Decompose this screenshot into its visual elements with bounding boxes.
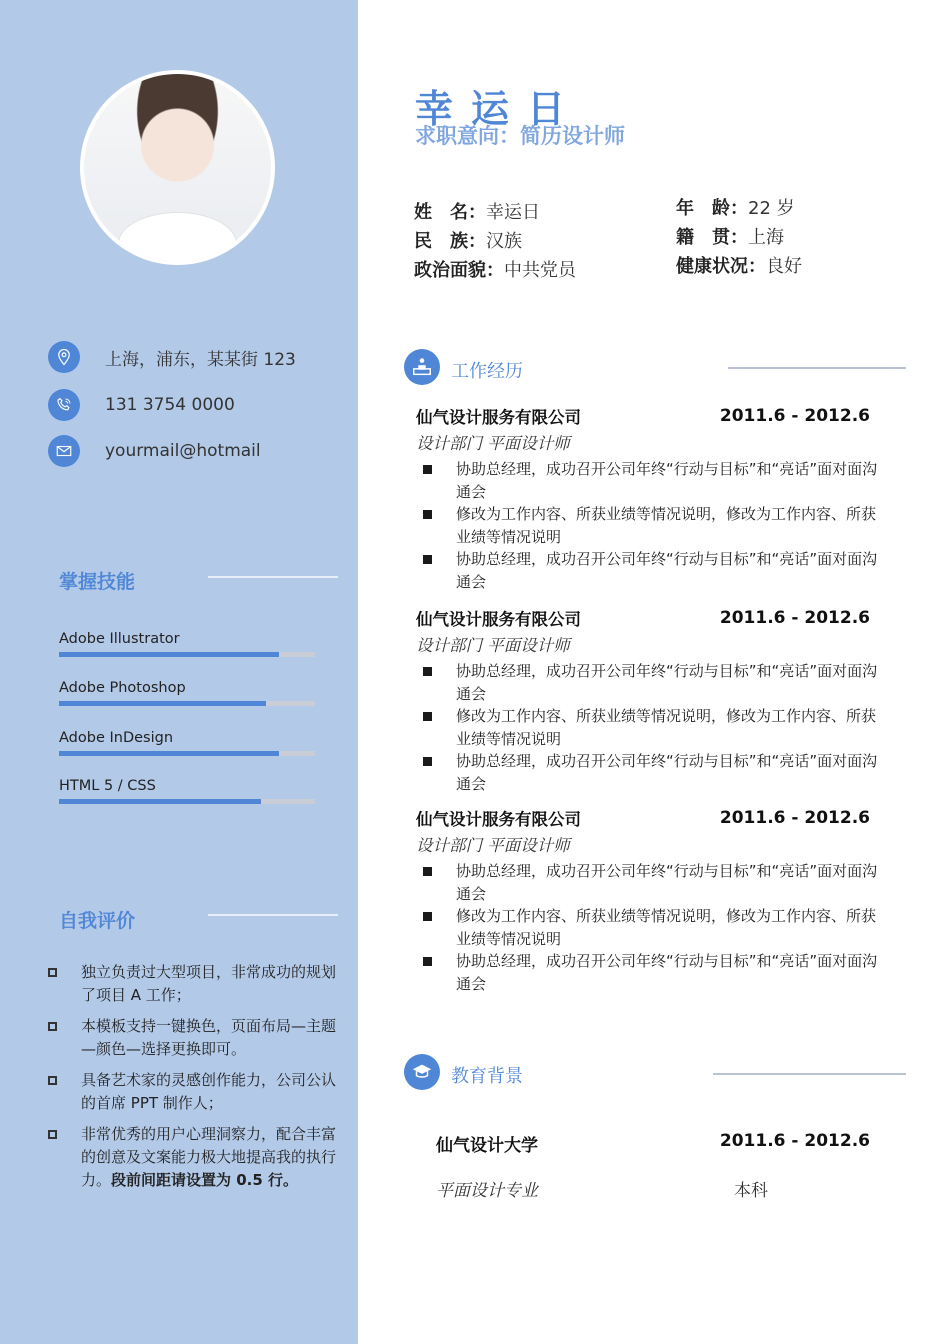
evaluation-text: 独立负责过大型项目，非常成功的规划了项目 A 工作；	[81, 963, 337, 1004]
education-school-row	[436, 1131, 886, 1156]
job-company: 仙气设计服务有限公司	[416, 610, 581, 629]
skill-bar-track	[59, 751, 315, 756]
skill-name: Adobe InDesign	[59, 730, 174, 746]
job-header	[416, 804, 886, 832]
evaluation-item	[48, 1123, 343, 1192]
contact-email-row	[48, 434, 261, 468]
job-bullet: 修改为工作内容、所获业绩等情况说明，修改为工作内容、所获业绩等情况说明	[416, 905, 881, 950]
evaluation-text: 本模板支持一键换色，页面布局—主题—颜色—选择更换即可。	[81, 1017, 337, 1058]
info-row-name: 姓 名：幸运日	[414, 202, 540, 223]
job-entry	[416, 604, 886, 795]
job-role: 设计部门 平面设计师	[416, 636, 570, 655]
skill-bar-fill	[59, 751, 279, 756]
job-bullet: 协助总经理，成功召开公司年终“行动与目标”和“亮话”面对面沟通会	[416, 548, 881, 593]
sidebar	[0, 0, 358, 1344]
profile-photo	[84, 74, 271, 261]
education-heading-rule	[713, 1073, 906, 1075]
skills-heading: 掌握技能	[59, 571, 136, 593]
job-bullets	[416, 458, 886, 593]
photo-shoulders	[118, 212, 238, 261]
job-bullet: 协助总经理，成功召开公司年终“行动与目标”和“亮话”面对面沟通会	[416, 950, 881, 995]
education-school: 仙气设计大学	[436, 1136, 538, 1156]
job-company: 仙气设计服务有限公司	[416, 408, 581, 427]
contact-address: 上海，浦东，某某街 123	[105, 349, 296, 370]
job-bullet: 修改为工作内容、所获业绩等情况说明，修改为工作内容、所获业绩等情况说明	[416, 705, 881, 750]
mail-icon	[48, 435, 80, 467]
job-intent: 求职意向：简历设计师	[415, 124, 625, 148]
info-row-origin: 籍 贯：上海	[676, 227, 784, 248]
evaluation-item	[48, 1069, 343, 1115]
job-bullets	[416, 660, 886, 795]
skill-item	[59, 729, 315, 756]
job-role: 设计部门 平面设计师	[416, 434, 570, 453]
skill-bar-fill	[59, 799, 261, 804]
contact-phone: 131 3754 0000	[105, 395, 235, 415]
job-role: 设计部门 平面设计师	[416, 836, 570, 855]
candidate-name: 幸运日	[415, 87, 584, 131]
education-heading: 教育背景	[451, 1066, 523, 1087]
contact-phone-row	[48, 388, 235, 422]
info-row-ethnicity: 民 族：汉族	[414, 231, 522, 252]
education-degree: 本科	[734, 1181, 768, 1201]
evaluation-bold-note: 段前间距请设置为 0.5 行。	[111, 1171, 299, 1189]
personal-info-left	[414, 198, 576, 285]
skill-bar-track	[59, 799, 315, 804]
skills-heading-rule	[208, 576, 338, 578]
education-major: 平面设计专业	[436, 1181, 538, 1201]
square-bullet-icon	[48, 1022, 57, 1031]
job-header	[416, 402, 886, 430]
evaluation-item	[48, 1015, 343, 1061]
work-heading-rule	[728, 367, 906, 369]
work-briefcase-icon	[404, 349, 440, 385]
job-bullet: 协助总经理，成功召开公司年终“行动与目标”和“亮话”面对面沟通会	[416, 860, 881, 905]
skill-item	[59, 630, 315, 657]
info-row-age: 年 龄：22 岁	[676, 198, 795, 219]
job-bullets	[416, 860, 886, 995]
education-major-row	[436, 1176, 886, 1201]
evaluation-heading: 自我评价	[59, 910, 136, 932]
job-bullet: 修改为工作内容、所获业绩等情况说明，修改为工作内容、所获业绩等情况说明	[416, 503, 881, 548]
job-company: 仙气设计服务有限公司	[416, 810, 581, 829]
info-row-political: 政治面貌：中共党员	[414, 260, 576, 281]
phone-icon	[48, 389, 80, 421]
skill-bar-track	[59, 652, 315, 657]
job-header	[416, 604, 886, 632]
evaluation-text: 非常优秀的用户心理洞察力，配合丰富的创意及文案能力极大地提高我的执行力。段前间距请设置为 0.5 行。	[81, 1125, 337, 1189]
job-bullet: 协助总经理，成功召开公司年终“行动与目标”和“亮话”面对面沟通会	[416, 660, 881, 705]
contact-email: yourmail@hotmail	[105, 441, 261, 461]
job-date: 2011.6 - 2012.6	[719, 608, 870, 628]
skill-item	[59, 777, 315, 804]
skill-bar-fill	[59, 652, 279, 657]
skill-name: HTML 5 / CSS	[59, 778, 156, 794]
job-bullet: 协助总经理，成功召开公司年终“行动与目标”和“亮话”面对面沟通会	[416, 750, 881, 795]
square-bullet-icon	[48, 1076, 57, 1085]
square-bullet-icon	[48, 968, 57, 977]
contact-address-row	[48, 340, 296, 374]
job-entry	[416, 402, 886, 593]
profile-photo-frame	[80, 70, 275, 265]
job-date: 2011.6 - 2012.6	[719, 808, 870, 828]
education-date: 2011.6 - 2012.6	[719, 1131, 870, 1151]
evaluation-item	[48, 961, 343, 1007]
info-row-health: 健康状况：良好	[676, 256, 802, 277]
job-bullet: 协助总经理，成功召开公司年终“行动与目标”和“亮话”面对面沟通会	[416, 458, 881, 503]
skill-name: Adobe Illustrator	[59, 631, 180, 647]
evaluation-text: 具备艺术家的灵感创作能力，公司公认的首席 PPT 制作人；	[81, 1071, 337, 1112]
graduation-cap-icon	[404, 1054, 440, 1090]
skill-bar-track	[59, 701, 315, 706]
square-bullet-icon	[48, 1130, 57, 1139]
job-entry	[416, 804, 886, 995]
skill-item	[59, 679, 315, 706]
skill-name: Adobe Photoshop	[59, 680, 186, 696]
location-icon	[48, 341, 80, 373]
skill-bar-fill	[59, 701, 266, 706]
job-date: 2011.6 - 2012.6	[719, 406, 870, 426]
work-heading: 工作经历	[451, 361, 523, 382]
evaluation-heading-rule	[208, 914, 338, 916]
personal-info-right	[676, 194, 802, 281]
